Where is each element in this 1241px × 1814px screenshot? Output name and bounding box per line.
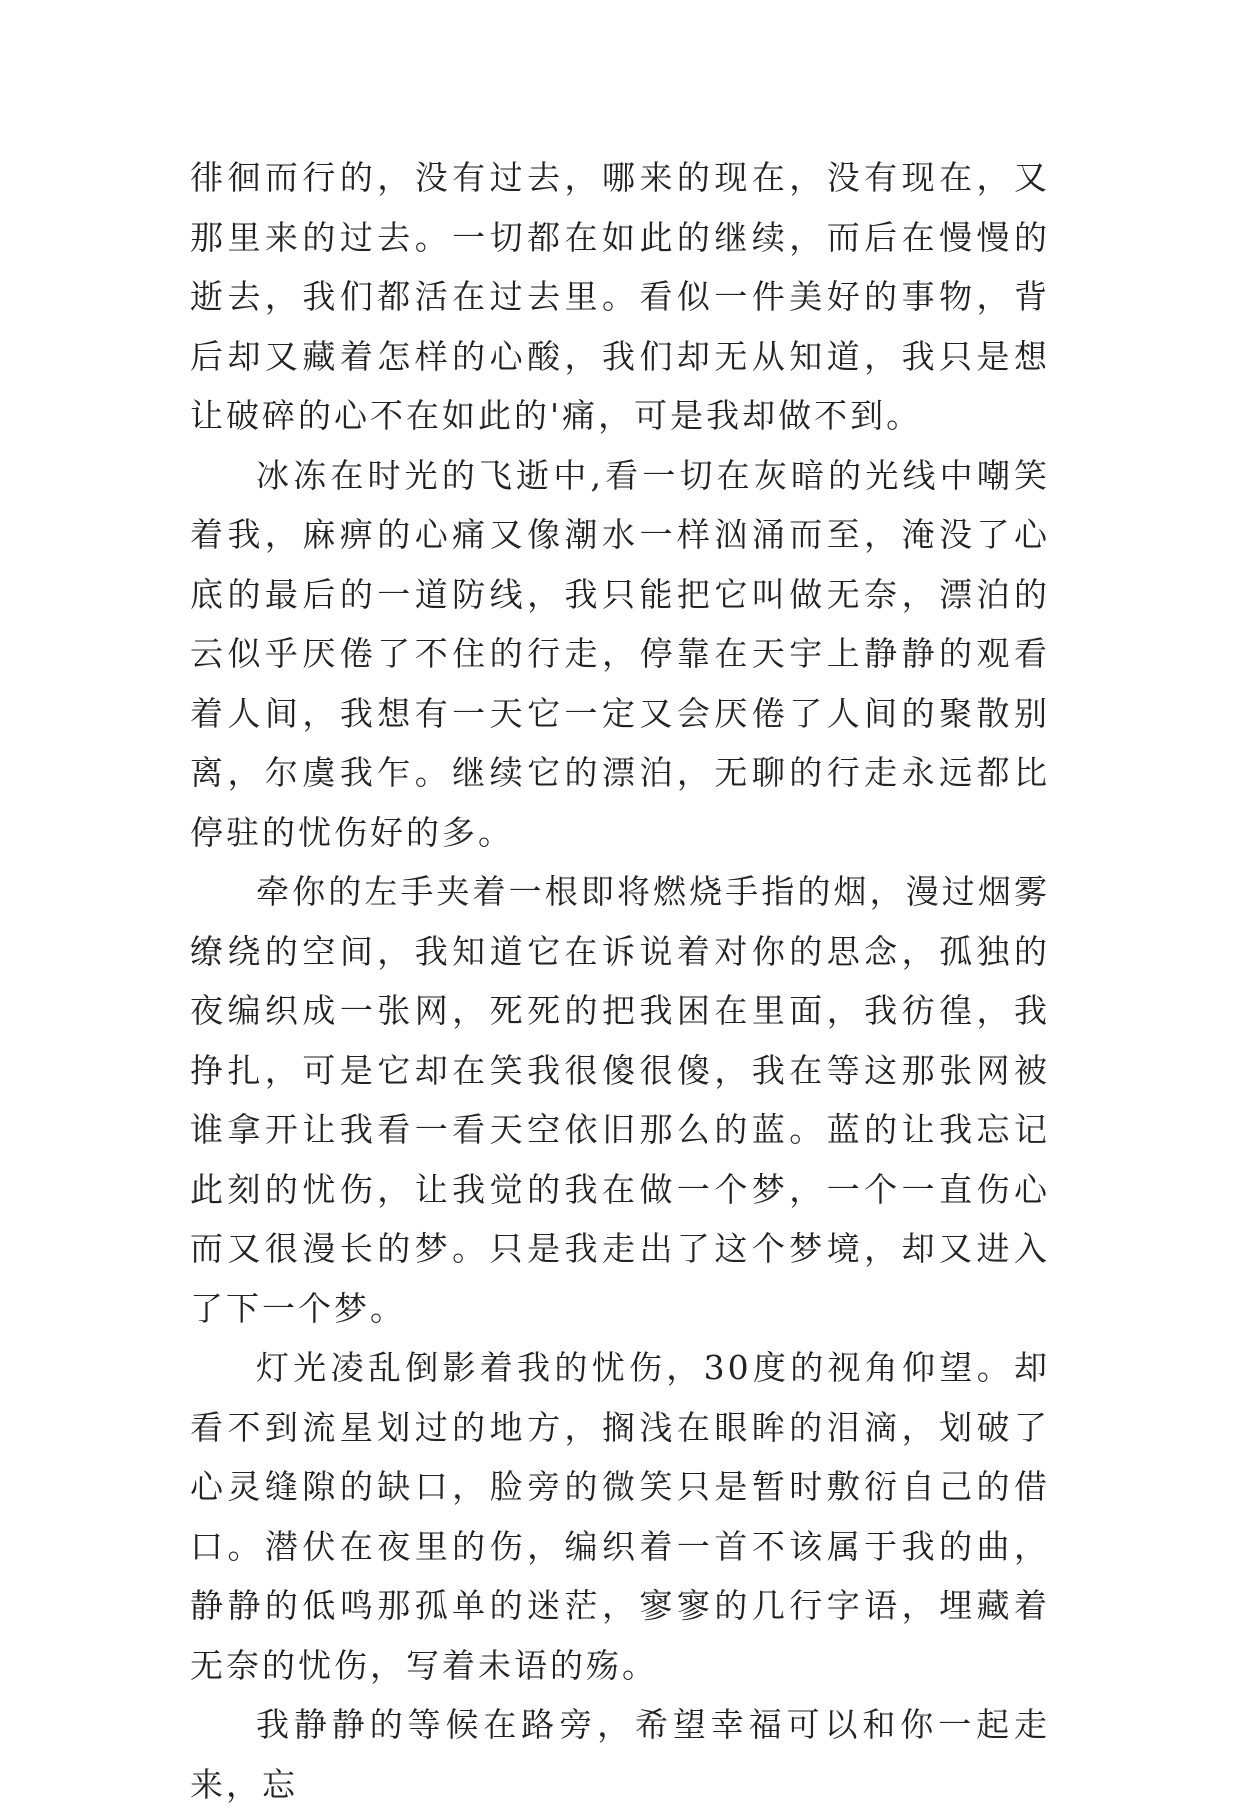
- paragraph-4: 灯光凌乱倒影着我的忧伤，30度的视角仰望。却看不到流星划过的地方，搁浅在眼眸的泪滴，划破了心灵缝隙的缺口，脸旁的微笑只是暂时敷衍自己的借口。潜伏在夜里的伤，编织着一首不该属于我的曲，静静的低鸣那孤单的迷茫，寥寥的几行字语，埋藏着无奈的忧伤，写着未语的殇。: [190, 1348, 1050, 1685]
- paragraph-1: 徘徊而行的，没有过去，哪来的现在，没有现在，又那里来的过去。一切都在如此的继续，而后在慢慢的逝去，我们都活在过去里。看似一件美好的事物，背后却又藏着怎样的心酸，我们却无从知道，我只是想让破碎的心不在如此的'痛，可是我却做不到。: [190, 158, 1050, 435]
- document-body: [190, 148, 1050, 1814]
- paragraph-5: 我静静的等候在路旁，希望幸福可以和你一起走来，忘: [190, 1705, 1050, 1804]
- paragraph-2: 冰冻在时光的飞逝中,看一切在灰暗的光线中嘲笑着我，麻痹的心痛又像潮水一样汹涌而至，淹没了心底的最后的一道防线，我只能把它叫做无奈，漂泊的云似乎厌倦了不住的行走，停靠在天宇上静静的观看着人间，我想有一天它一定又会厌倦了人间的聚散别离，尔虞我乍。继续它的漂泊，无聊的行走永远都比停驻的忧伤好的多。: [190, 455, 1050, 852]
- paragraph-3: 牵你的左手夹着一根即将燃烧手指的烟，漫过烟雾缭绕的空间，我知道它在诉说着对你的思念，孤独的夜编织成一张网，死死的把我困在里面，我彷徨，我挣扎，可是它却在笑我很傻很傻，我在等这那张网被谁拿开让我看一看天空依旧那么的蓝。蓝的让我忘记此刻的忧伤，让我觉的我在做一个梦，一个一直伤心而又很漫长的梦。只是我走出了这个梦境，却又进入了下一个梦。: [190, 872, 1050, 1328]
